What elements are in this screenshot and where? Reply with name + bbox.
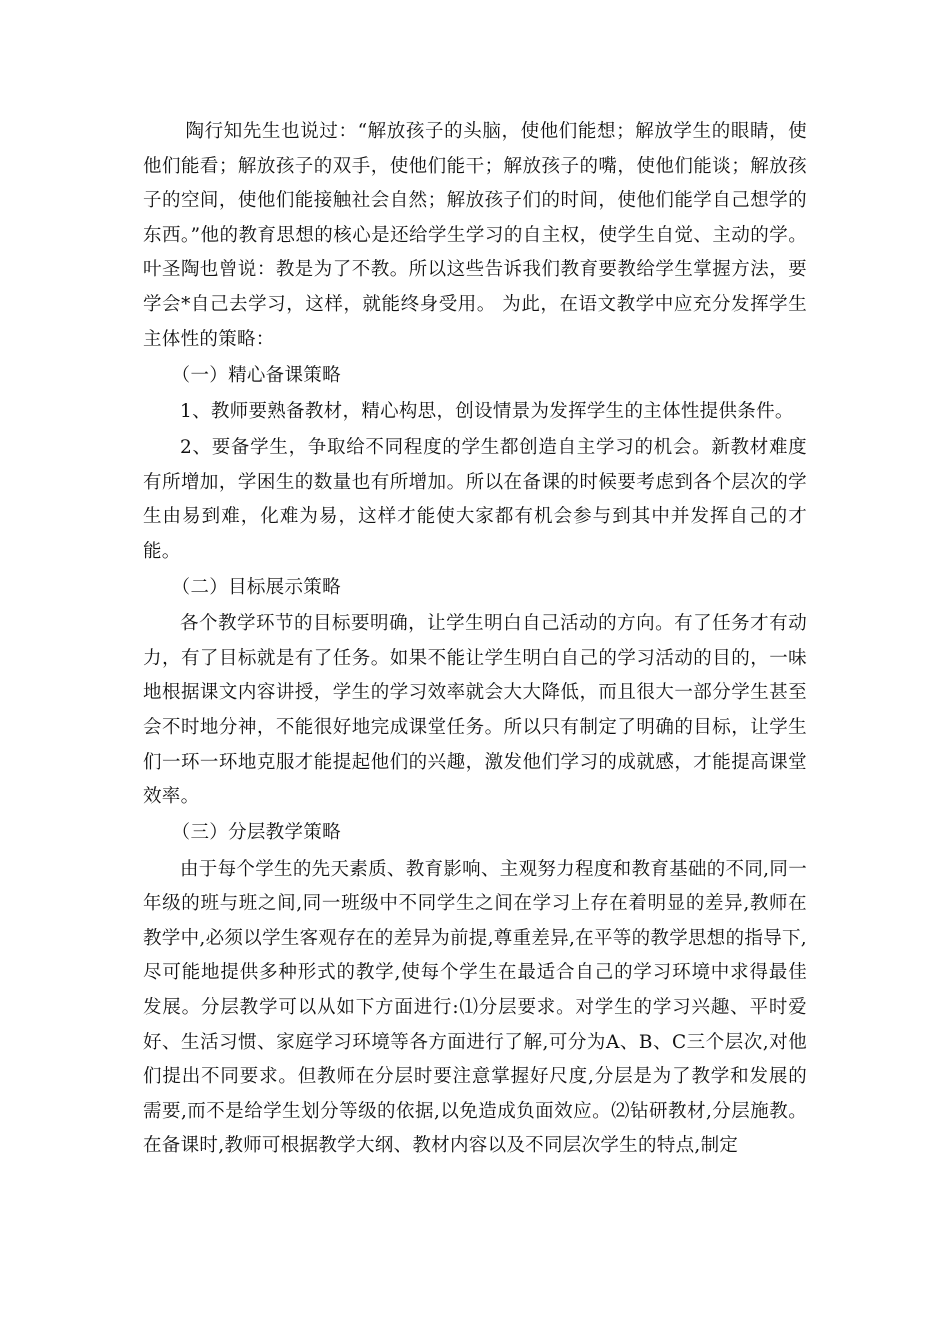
paragraph-item-2: 2、要备学生，争取给不同程度的学生都创造自主学习的机会。新教材难度有所增加，学困生的数量也有所增加。所以在备课的时候要考虑到各个层次的学生由易到难，化难为易，这样才能使大家都有机会参与到其中并发挥自己的才能。 [143,437,807,562]
section-heading-3: （三）分层教学策略 [171,822,341,844]
paragraph-item-1: 1、教师要熟备教材，精心构思，创设情景为发挥学生的主体性提供条件。 [180,400,794,422]
paragraph-layered-teaching: 由于每个学生的先天素质、教育影响、主观努力程度和教育基础的不同,同一年级的班与班之间,同一班级中不同学生之间在学习上存在着明显的差异,教师在教学中,必须以学生客观存在的差异为前提,尊重差异,在平等的教学思想的指导下,尽可能地提供多种形式的教学,使每个学生在最适合自己的学习环境中求得最佳发展。分层教学可以从如下方面进行:⑴分层要求。对学生的学习兴趣、平时爱好、生活习惯、家庭学习环境等各方面进行了解,可分为A、B、C三个层次,对他们提出不同要求。但教师在分层时要注意掌握好尺度,分层是为了教学和发展的需要,而不是给学生划分等级的依据,以免造成负面效应。⑵钻研教材,分层施教。在备课时,教师可根据教学大纲、教材内容以及不同层次学生的特点,制定 [143,858,807,1157]
section-heading-1: （一）精心备课策略 [171,364,341,386]
section-heading-2: （二）目标展示策略 [171,577,341,599]
paragraph-intro: 陶行知先生也说过：“解放孩子的头脑，使他们能想；解放学生的眼睛，使他们能看；解放孩子的双手，使他们能干；解放孩子的嘴，使他们能谈；解放孩子的空间，使他们能接触社会自然；解放孩子们的时间，使他们能学自己想学的东西。”他的教育思想的核心是还给学生学习的自主权，使学生自觉、主动的学。叶圣陶也曾说：教是为了不教。所以这些告诉我们教育要教给学生掌握方法，要学会*自己去学习，这样，就能终身受用。 为此，在语文教学中应充分发挥学生主体性的策略： [143,121,807,350]
document-body [143,115,807,1166]
paragraph-goals: 各个教学环节的目标要明确，让学生明白自己活动的方向。有了任务才有动力，有了目标就是有了任务。如果不能让学生明白自己的学习活动的目的，一味地根据课文内容讲授，学生的学习效率就会大大降低，而且很大一部分学生甚至会不时地分神，不能很好地完成课堂任务。所以只有制定了明确的目标，让学生们一环一环地克服才能提起他们的兴趣，激发他们学习的成就感，才能提高课堂效率。 [143,613,807,808]
